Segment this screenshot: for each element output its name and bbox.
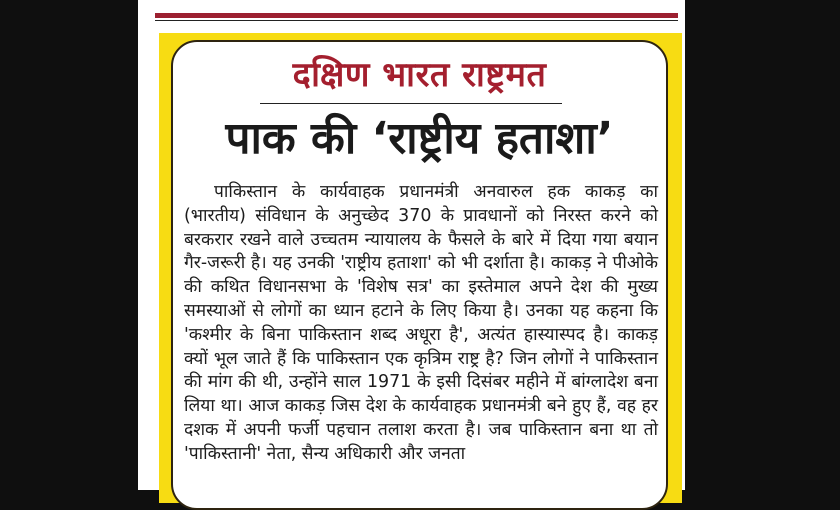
editorial-card: [171, 40, 668, 510]
top-black-rule: [155, 20, 678, 21]
masthead: दक्षिण भारत राष्ट्रमत: [292, 55, 547, 95]
headline: पाक की ‘राष्ट्रीय हताशा’: [225, 113, 614, 164]
top-red-rule: [155, 13, 678, 18]
article-body: पाकिस्तान के कार्यवाहक प्रधानमंत्री अनवारुल हक काकड़ का (भारतीय) संविधान के अनुच्छेद 370 के प्रावधानों को निरस्त करने को बरकरार रखने वाले उच्चतम न्यायालय के फैसले के बारे में दिया गया बयान गैर-जरूरी है। यह उनकी 'राष्ट्रीय हताशा' को भी दर्शाता है। काकड़ ने पीओके की कथित विधानसभा के 'विशेष सत्र' का इस्तेमाल अपने देश की मुख्य समस्याओं से लोगों का ध्यान हटाने के लिए किया है। उनका यह कहना कि 'कश्मीर के बिना पाकिस्तान शब्द अधूरा है', अत्यंत हास्यास्पद है। काकड़ क्यों भूल जाते हैं कि पाकिस्तान एक कृत्रिम राष्ट्र है? जिन लोगों ने पाकिस्तान की मांग की थी, उन्होंने साल 1971 के इसी दिसंबर महीने में बांग्लादेश बना लिया था। आज काकड़ जिस देश के कार्यवाहक प्रधानमंत्री बने हुए हैं, वह हर दशक में अपनी फर्जी पहचान तलाश करता है। जब पाकिस्तान बना था तो 'पाकिस्तानी' नेता, सैन्य अधिकारी और जनता: [184, 182, 658, 464]
masthead-divider: [260, 103, 562, 104]
